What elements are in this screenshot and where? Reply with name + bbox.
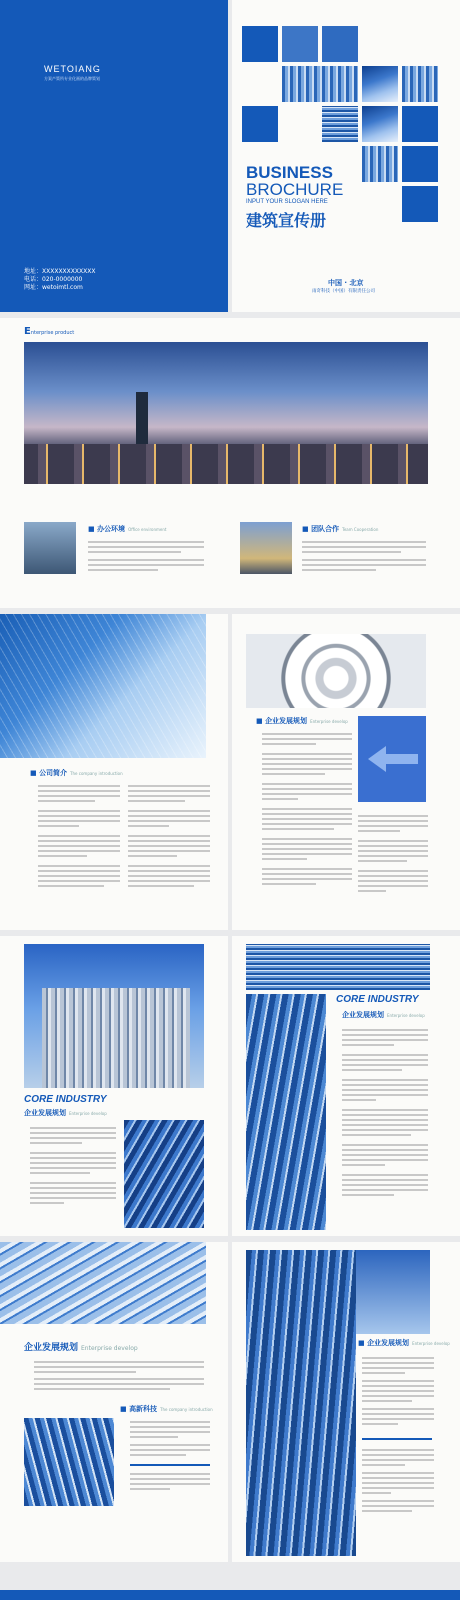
dev-right-text [362,1354,434,1428]
angled-glass-photo [0,1242,206,1324]
mosaic-tile [282,26,318,62]
contact-address: 地址：XXXXXXXXXXXXX [24,268,96,275]
brand-logo: WETOIANG [44,64,101,74]
mosaic-tile [322,26,358,62]
cover-title-line2: BROCHURE [246,180,344,199]
company-intro-col1 [38,782,120,890]
core-industry-title-left: CORE INDUSTRY [24,1094,107,1105]
dev-plan-right-label: 企业发展规划 [342,1011,384,1019]
cover-front-page [232,0,460,312]
mosaic-tile [402,146,438,182]
skyscraper-photo [24,944,204,1088]
dev-right-heading: ■ 企业发展规划 Enterprise develop [358,1339,450,1347]
dev-title-text [34,1358,204,1393]
company-intro-col2 [128,782,210,890]
mosaic-photo [362,106,398,142]
dev-plan-heading: ■ 企业发展规划 Enterprise develop [256,717,348,725]
core-industry-title-right: CORE INDUSTRY [336,994,419,1005]
office-label-en: Office environment [128,527,167,532]
skyline-shape [24,444,428,484]
dev-plan-side-text [358,812,428,895]
dev-right-blue-rule [362,1438,432,1440]
brand-subtitle: 方案产策所专业化画的品牌策划 [44,76,100,81]
tech-text [130,1418,210,1459]
sky-photo [356,1250,430,1334]
dev-plan-right-label-en: Enterprise develop [387,1013,425,1018]
dev-plan-left-label: 企业发展规划 [24,1109,66,1117]
dev-plan-right-heading [342,1010,425,1020]
mosaic-photo [322,106,358,142]
tech-text-2 [130,1470,210,1493]
office-heading: ■ 办公环境 Office environment [88,525,167,533]
team-label-en: Team Cooperation [342,527,379,532]
heading-rest: nterprise product [30,330,75,336]
mosaic-photo [362,66,398,102]
company-intro-label-en: The company introduction [70,771,123,776]
dev-plan-text [262,730,352,888]
team-text [302,538,426,574]
dev-plan-label-en: Enterprise develop [310,719,348,724]
cover-city: 中国 · 北京 [328,279,364,287]
contact-web: 网址：wetoimtl.com [24,284,83,291]
tech-building-photo [24,1418,114,1506]
office-photo [24,522,76,574]
heading-initial: E [24,326,31,337]
dev-plan-left-heading [24,1108,107,1118]
team-heading: ■ 团队合作 Team Cooperation [302,525,379,533]
mosaic-photo [402,66,438,102]
mosaic-photo [362,146,398,182]
dev-right-label: 企业发展规划 [367,1339,410,1347]
dome-structure-photo [246,634,426,708]
cover-title-line1: BUSINESS [246,163,333,182]
mosaic-tile [242,26,278,62]
dev-title-label-en: Enterprise develop [81,1345,138,1352]
tall-glass-photo [246,994,326,1230]
spread-core-left [0,936,228,1236]
cover-title-cn: 建筑宣传册 [246,211,327,230]
dev-title-label: 企业发展规划 [24,1343,79,1353]
spread-dev-plan [232,614,460,930]
company-intro-label: 公司简介 [39,769,68,777]
cover-slogan: INPUT YOUR SLOGAN HERE [246,199,328,205]
core-right-text [342,1026,428,1199]
tech-heading: ■ 高新科技 The company introduction [120,1405,213,1413]
spread-core-right [232,936,460,1236]
dev-plan-label: 企业发展规划 [265,717,308,725]
bottom-strip [0,1590,460,1600]
company-intro-heading: ■ 公司简介 The company introduction [30,769,123,777]
contact-block [24,268,95,292]
glass-building-photo [0,614,206,758]
tech-label: 高新科技 [129,1405,158,1413]
spread-enterprise-product [0,318,460,608]
cover-back-page [0,0,228,312]
mosaic-tile [402,186,438,222]
office-text [88,538,204,574]
spread-dev-right [232,1242,460,1562]
dev-right-label-en: Enterprise develop [412,1341,450,1346]
dev-plan-left-label-en: Enterprise develop [69,1111,107,1116]
building-angle-photo [124,1120,204,1228]
arrow-block [358,716,426,802]
spread-company-intro [0,614,228,930]
tech-blue-rule [130,1464,210,1466]
tower-top-photo [246,944,430,990]
tech-label-en: The company introduction [160,1407,213,1412]
city-skyline-photo [24,342,428,484]
contact-phone: 电话：020-0000000 [24,276,83,283]
glass-corner-photo [246,1250,356,1556]
dev-right-text-2 [362,1446,434,1515]
core-left-text [30,1124,116,1207]
team-label: 团队合作 [311,525,340,533]
mosaic-photo [282,66,358,102]
office-label: 办公环境 [97,525,126,533]
section-heading [24,326,74,337]
team-photo [240,522,292,574]
mosaic-tile [242,106,278,142]
mosaic-tile [402,106,438,142]
spread-tech-left [0,1242,228,1562]
cover-company: 雨奇科技（中国）有限责任公司 [312,289,375,294]
dev-title-heading [24,1340,138,1353]
